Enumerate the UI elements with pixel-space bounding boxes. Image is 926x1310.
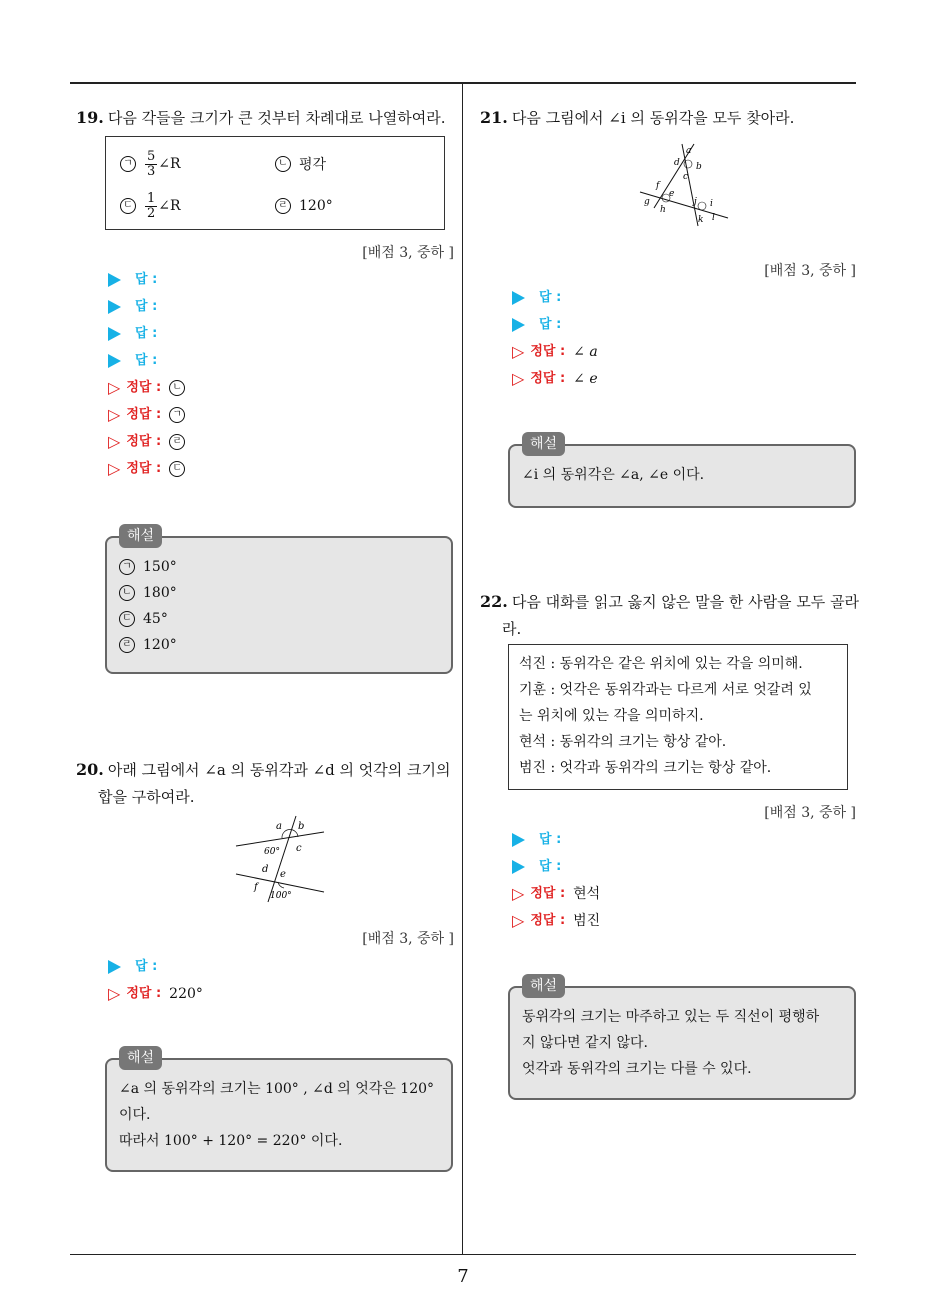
solution-tag: 해설 <box>119 524 162 548</box>
score-label: [배점 3, 중하 ] <box>764 263 856 279</box>
outline-triangle-icon: ▷ <box>512 341 525 361</box>
fraction: $\frac{5}{3}$ <box>147 148 156 179</box>
answer-label: 답 : <box>135 958 158 974</box>
score-label: [배점 3, 중하 ] <box>362 931 454 947</box>
solution-tag: 해설 <box>119 1046 162 1070</box>
transversal <box>268 816 296 902</box>
outline-triangle-icon: ▷ <box>108 458 121 478</box>
fig-label-a: a <box>276 821 282 832</box>
answer-label: 답 : <box>135 298 158 314</box>
fig-label-b: b <box>696 162 702 172</box>
fig-label-l: l <box>712 213 715 223</box>
score-label: [배점 3, 중하 ] <box>362 245 454 261</box>
choices-box <box>105 136 445 230</box>
question-number: 20. <box>76 760 104 779</box>
answer-row <box>108 953 203 980</box>
correct-row <box>512 907 600 934</box>
answer-label: 답 : <box>135 352 158 368</box>
correct-row <box>108 374 193 401</box>
solution-box <box>508 436 856 508</box>
solution-line: 동위각의 크기는 마주하고 있는 두 직선이 평행하 <box>522 1009 820 1025</box>
solution-line: ∠a 의 동위각의 크기는 100° , ∠d 의 엇각은 120° <box>119 1081 435 1097</box>
bottom-rule <box>70 1254 856 1255</box>
filled-triangle-icon <box>108 273 121 287</box>
question-20 <box>76 756 456 811</box>
filled-triangle-icon <box>512 833 525 847</box>
score-label: [배점 3, 중하 ] <box>764 805 856 821</box>
page-number: 7 <box>457 1266 469 1287</box>
solution-tag: 해설 <box>522 974 565 998</box>
filled-triangle-icon <box>512 860 525 874</box>
solution-line: ㄷ 45° <box>119 606 439 632</box>
fig-label-g: g <box>644 197 650 207</box>
answer-row <box>108 293 193 320</box>
dialog-line: 현석 : 동위각의 크기는 항상 같아. <box>519 734 727 750</box>
answer-row <box>108 347 193 374</box>
correct-label: 정답 : <box>530 370 566 386</box>
outline-triangle-icon: ▷ <box>512 368 525 388</box>
choice-item <box>120 147 275 181</box>
answer-label: 답 : <box>539 289 562 305</box>
figure-21 <box>636 142 732 228</box>
answer-row <box>108 266 193 293</box>
correct-label: 정답 : <box>126 379 162 395</box>
answer-label: 답 : <box>539 858 562 874</box>
answer-label: 답 : <box>135 271 158 287</box>
correct-row <box>512 365 598 392</box>
correct-row <box>108 401 193 428</box>
correct-value: 현석 <box>573 885 601 902</box>
correct-row <box>108 428 193 455</box>
correct-value: ㄱ <box>169 407 185 423</box>
question-text: 아래 그림에서 ∠a 의 동위각과 ∠d 의 엇각의 크기의 <box>107 761 451 779</box>
line-top <box>236 832 324 846</box>
outline-triangle-icon: ▷ <box>512 910 525 930</box>
question-text: 다음 그림에서 ∠i 의 동위각을 모두 찾아라. <box>511 109 795 127</box>
line-1 <box>682 144 698 226</box>
outline-triangle-icon: ▷ <box>512 883 525 903</box>
solution-line: 따라서 100° + 120° = 220° 이다. <box>119 1133 343 1149</box>
filled-triangle-icon <box>108 300 121 314</box>
filled-triangle-icon <box>108 354 121 368</box>
correct-row <box>512 338 598 365</box>
solution-box <box>105 528 453 674</box>
fig-label-60: 60° <box>264 847 280 857</box>
answer-row <box>512 826 600 853</box>
choice-mark: ㄹ <box>275 198 291 214</box>
outline-triangle-icon: ▷ <box>108 377 121 397</box>
correct-label: 정답 : <box>126 985 162 1001</box>
correct-label: 정답 : <box>126 406 162 422</box>
fig-label-e: e <box>669 189 675 199</box>
fig-label-100: 100° <box>270 891 292 901</box>
filled-triangle-icon <box>512 291 525 305</box>
answer-row <box>512 311 598 338</box>
solution-line: ∠i 의 동위각은 ∠a, ∠e 이다. <box>522 467 705 483</box>
question-text-cont: 합을 구하여라. <box>98 788 195 806</box>
choice-text: ∠R <box>158 198 181 214</box>
fig-label-c: c <box>296 843 302 854</box>
dialog-line: 는 위치에 있는 각을 의미하지. <box>519 708 704 724</box>
solution-line: ㄱ 150° <box>119 554 439 580</box>
figure-20 <box>228 814 332 904</box>
question-text: 다음 대화를 읽고 옳지 않은 말을 한 사람을 모두 골라 <box>511 593 860 611</box>
dialog-line: 범진 : 엇각과 동위각의 크기는 항상 같아. <box>519 760 772 776</box>
solution-line: 지 않다면 같지 않다. <box>522 1035 648 1051</box>
choice-mark: ㄱ <box>120 156 136 172</box>
answer-label: 답 : <box>539 831 562 847</box>
correct-label: 정답 : <box>126 460 162 476</box>
question-text: 다음 각들을 크기가 큰 것부터 차례대로 나열하여라. <box>107 109 446 127</box>
fig-label-d: d <box>262 864 269 875</box>
correct-label: 정답 : <box>530 885 566 901</box>
answer-label: 답 : <box>539 316 562 332</box>
choice-mark: ㄷ <box>120 198 136 214</box>
fig-label-a: a <box>686 146 692 156</box>
choice-mark: ㄴ <box>275 156 291 172</box>
fig-label-j: j <box>694 197 697 207</box>
fig-label-d: d <box>674 158 680 168</box>
solution-line: ㄹ 120° <box>119 632 439 658</box>
outline-triangle-icon: ▷ <box>108 983 121 1003</box>
solution-line: ㄴ 180° <box>119 580 439 606</box>
solution-box <box>508 978 856 1100</box>
choice-item <box>120 189 275 223</box>
fig-label-i: i <box>710 199 713 209</box>
correct-label: 정답 : <box>126 433 162 449</box>
filled-triangle-icon <box>512 318 525 332</box>
question-21 <box>480 104 860 132</box>
question-number: 19. <box>76 108 104 127</box>
fraction: $\frac{1}{2}$ <box>147 190 156 221</box>
choice-text: 120° <box>299 198 333 214</box>
correct-label: 정답 : <box>530 912 566 928</box>
correct-row <box>108 455 193 482</box>
correct-label: 정답 : <box>530 343 566 359</box>
answer-area <box>108 953 203 1007</box>
solution-box <box>105 1050 453 1172</box>
correct-value: 범진 <box>573 912 601 929</box>
choice-item <box>275 189 430 223</box>
question-22 <box>480 588 860 643</box>
answer-area <box>512 826 600 934</box>
correct-value: ㄹ <box>169 434 185 450</box>
fig-label-h: h <box>660 205 666 215</box>
correct-value: 220° <box>169 985 203 1002</box>
choice-text: ∠R <box>158 156 181 172</box>
top-rule <box>70 82 856 84</box>
question-19 <box>76 104 456 132</box>
column-divider <box>462 83 463 1255</box>
correct-value: ㄴ <box>169 380 185 396</box>
fig-label-e: e <box>280 869 286 880</box>
dialog-line: 기훈 : 엇각은 동위각과는 다르게 서로 엇갈려 있 <box>519 682 812 698</box>
outline-triangle-icon: ▷ <box>108 431 121 451</box>
dialog-line: 석진 : 동위각은 같은 위치에 있는 각을 의미해. <box>519 656 803 672</box>
question-number: 22. <box>480 592 508 611</box>
choice-text: 평각 <box>299 157 327 173</box>
answer-label: 답 : <box>135 325 158 341</box>
question-number: 21. <box>480 108 508 127</box>
question-text-cont: 라. <box>502 620 522 638</box>
correct-row <box>512 880 600 907</box>
answer-area <box>108 266 193 482</box>
answer-row <box>512 284 598 311</box>
correct-value: ∠ a <box>573 343 598 360</box>
solution-line: 엇각과 동위각의 크기는 다를 수 있다. <box>522 1061 752 1077</box>
fig-label-b: b <box>298 821 305 832</box>
answer-row <box>512 853 600 880</box>
outline-triangle-icon: ▷ <box>108 404 121 424</box>
correct-value: ㄷ <box>169 461 185 477</box>
dialog-box <box>508 644 848 790</box>
correct-row <box>108 980 203 1007</box>
correct-value: ∠ e <box>573 370 598 387</box>
filled-triangle-icon <box>108 327 121 341</box>
answer-area <box>512 284 598 392</box>
filled-triangle-icon <box>108 960 121 974</box>
fig-label-k: k <box>698 215 704 225</box>
fig-label-f: f <box>656 181 660 191</box>
choice-item <box>275 147 430 181</box>
solution-tag: 해설 <box>522 432 565 456</box>
solution-line: 이다. <box>119 1107 151 1123</box>
answer-row <box>108 320 193 347</box>
fig-label-f: f <box>254 882 258 893</box>
fig-label-c: c <box>683 172 689 182</box>
